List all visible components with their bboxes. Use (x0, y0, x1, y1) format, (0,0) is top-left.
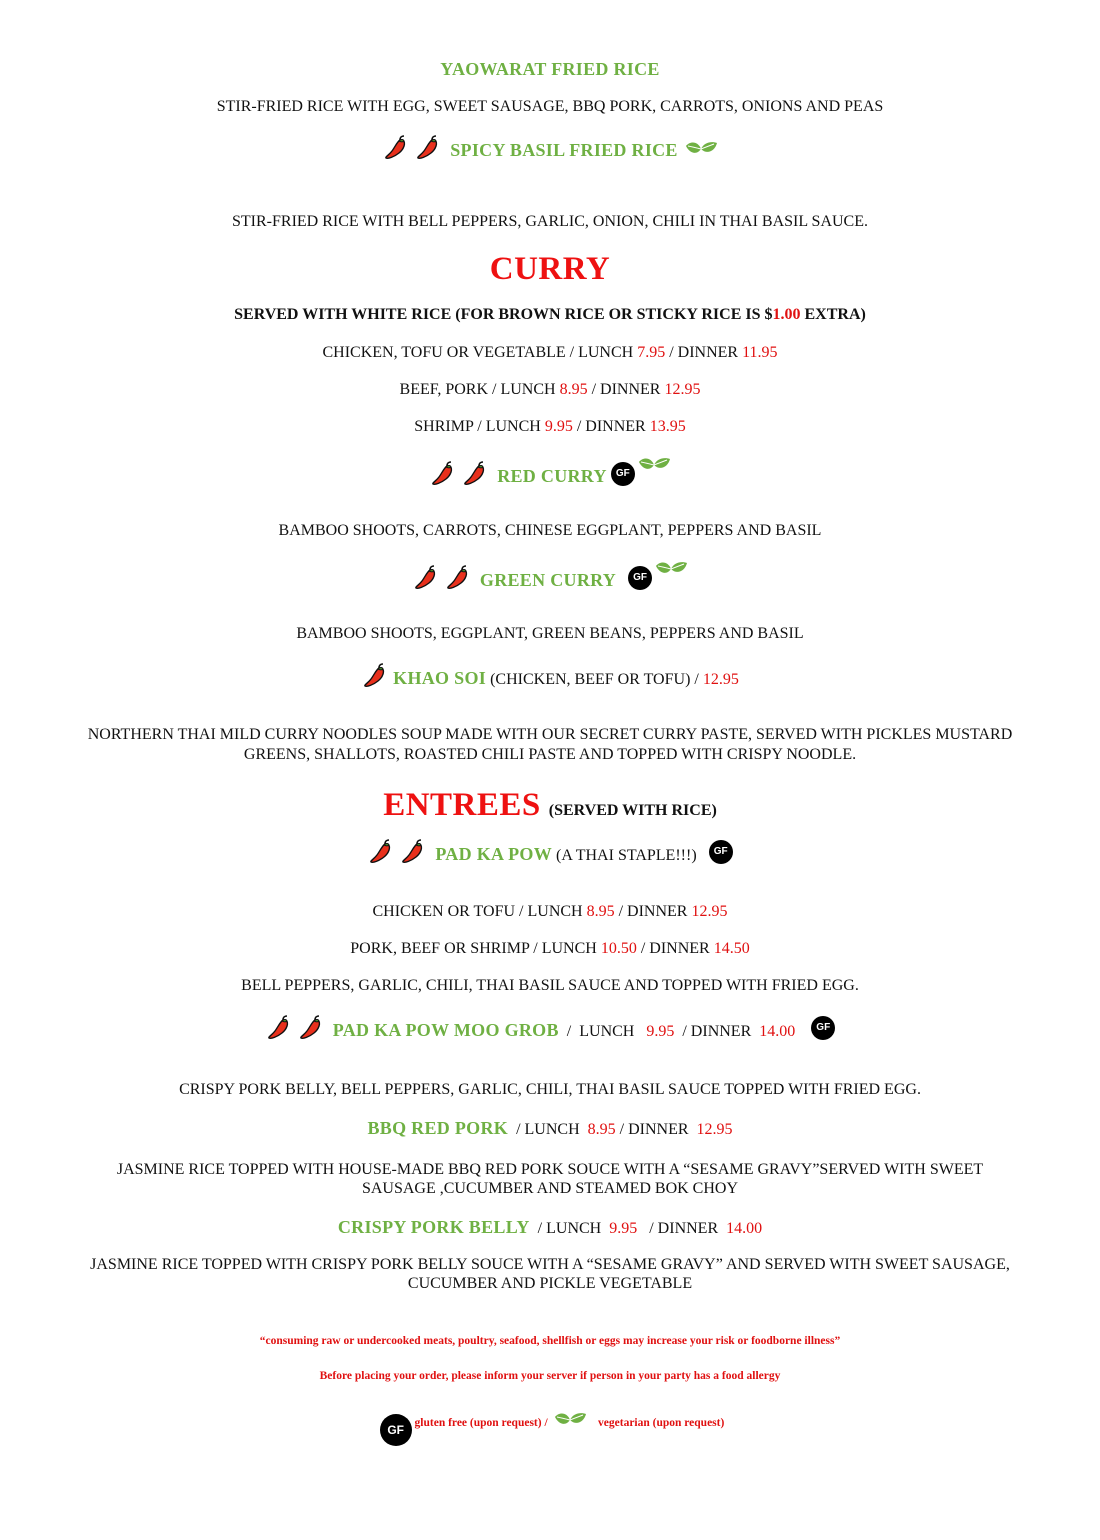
item-heading-bbq-red-pork (0, 1118, 1100, 1140)
lunch-price: 8.95 (559, 381, 588, 398)
khao-soi-options: (CHICKEN, BEEF OR TOFU) / (486, 671, 703, 688)
dinner-price: 12.95 (696, 1121, 733, 1138)
pad-ka-pow-note: (A THAI STAPLE!!!) (552, 847, 697, 864)
item-desc-red-curry: BAMBOO SHOOTS, CARROTS, CHINESE EGGPLANT, PEPPERS AND BASIL (278, 522, 822, 539)
item-name-green-curry: GREEN CURRY (479, 570, 617, 590)
item-desc-crispy-line2: CUCUMBER AND PICKLE VEGETABLE (407, 1275, 693, 1292)
item-desc-yaowarat: STIR-FRIED RICE WITH EGG, SWEET SAUSAGE, BBQ PORK, CARROTS, ONIONS AND PEAS (216, 98, 884, 115)
item-heading-khao-soi (0, 662, 1100, 695)
price-sep: / LUNCH (508, 1121, 588, 1138)
khao-soi-price: 12.95 (702, 671, 739, 688)
dinner-price: 14.00 (759, 1023, 796, 1040)
dinner-price: 12.95 (664, 381, 701, 398)
leaf-icon (684, 138, 718, 160)
leaf-icon (553, 1409, 587, 1431)
chili-pepper-icon (297, 1014, 325, 1042)
gluten-free-badge: GF (709, 840, 733, 864)
curry-served-note (0, 305, 1100, 325)
item-heading-crispy-pork-belly (0, 1217, 1100, 1239)
lunch-price: 9.95 (544, 418, 573, 435)
item-name-khao-soi: KHAO SOI (393, 668, 487, 688)
lunch-price: 8.95 (587, 1121, 616, 1138)
chili-pepper-icon (361, 662, 389, 690)
section-title-entrees: ENTREES (383, 787, 541, 823)
item-name-yaowarat-fried-rice: YAOWARAT FRIED RICE (440, 59, 660, 79)
curry-price-row-chicken (0, 343, 1100, 363)
price-sep: / DINNER (636, 940, 714, 957)
section-title-curry: CURRY (489, 251, 611, 287)
served-note-text-end: EXTRA) (800, 306, 866, 323)
allergy-note: Before placing your order, please inform your server if person in your party has a food allergy (319, 1370, 781, 1382)
item-desc-khao-soi-line2: GREENS, SHALLOTS, ROASTED CHILI PASTE AND TOPPED WITH CRISPY NOODLE. (243, 746, 857, 763)
lunch-price: 10.50 (600, 940, 637, 957)
section-subtitle-entrees: (SERVED WITH RICE) (548, 802, 717, 819)
item-heading-red-curry (0, 454, 1100, 494)
legend (0, 1406, 1100, 1446)
dinner-price: 11.95 (742, 344, 778, 361)
leaf-icon (654, 558, 688, 580)
lunch-price: 8.95 (586, 903, 615, 920)
curry-price-row-shrimp (0, 417, 1100, 437)
chili-pepper-icon (429, 460, 457, 488)
dinner-price: 13.95 (649, 418, 686, 435)
item-name-red-curry: RED CURRY (497, 466, 607, 486)
gluten-free-badge: GF (811, 1016, 835, 1040)
pad-ka-pow-price-row-pork (0, 939, 1100, 959)
item-name-spicy-basil-fried-rice: SPICY BASIL FRIED RICE (450, 140, 678, 160)
chili-pepper-icon (412, 564, 440, 592)
chili-pepper-icon (265, 1014, 293, 1042)
dinner-price: 14.50 (713, 940, 750, 957)
gluten-free-badge: GF (380, 1414, 412, 1446)
legend-gf-text: gluten free (upon request) / (411, 1417, 548, 1429)
legend-vegetarian-text: vegetarian (upon request) (598, 1417, 725, 1429)
price-label: PORK, BEEF OR SHRIMP / LUNCH (350, 940, 601, 957)
curry-price-row-beef (0, 380, 1100, 400)
chili-pepper-icon (461, 460, 489, 488)
pad-ka-pow-price-row-chicken (0, 902, 1100, 922)
item-desc-moo-grob: CRISPY PORK BELLY, BELL PEPPERS, GARLIC, CHILI, THAI BASIL SAUCE TOPPED WITH FRIED EGG. (179, 1081, 921, 1098)
price-sep: / DINNER (674, 1023, 760, 1040)
lunch-price: 9.95 (609, 1220, 638, 1237)
item-heading-spicy-basil (0, 134, 1100, 167)
served-note-text: SERVED WITH WHITE RICE (FOR BROWN RICE OR STICKY RICE IS $ (234, 306, 773, 323)
chili-pepper-icon (367, 838, 395, 866)
price-label: CHICKEN OR TOFU / LUNCH (372, 903, 587, 920)
gluten-free-badge: GF (611, 462, 635, 486)
price-sep: / DINNER (615, 1121, 697, 1138)
price-label: CHICKEN, TOFU OR VEGETABLE / LUNCH (322, 344, 638, 361)
leaf-icon (637, 454, 671, 476)
item-heading-pad-ka-pow (0, 838, 1100, 872)
served-note-price: 1.00 (772, 306, 801, 323)
price-label: SHRIMP / LUNCH (414, 418, 545, 435)
price-label: BEEF, PORK / LUNCH (399, 381, 560, 398)
chili-pepper-icon (414, 134, 442, 162)
item-desc-bbq-line1: JASMINE RICE TOPPED WITH HOUSE-MADE BBQ RED PORK SOUCE WITH A “SESAME GRAVY”SERVED WITH SWEET (116, 1161, 984, 1178)
price-sep: / LUNCH (558, 1023, 647, 1040)
lunch-price: 7.95 (637, 344, 666, 361)
item-name-crispy-pork-belly: CRISPY PORK BELLY (337, 1217, 530, 1237)
item-name-pad-ka-pow-moo-grob: PAD KA POW MOO GROB (332, 1020, 559, 1040)
item-heading-moo-grob (0, 1014, 1100, 1048)
price-sep: / LUNCH (529, 1220, 610, 1237)
item-desc-spicy-basil: STIR-FRIED RICE WITH BELL PEPPERS, GARLIC, ONION, CHILI IN THAI BASIL SAUCE. (232, 213, 868, 230)
item-heading-green-curry (0, 558, 1100, 598)
chili-pepper-icon (399, 838, 427, 866)
gluten-free-badge: GF (628, 566, 652, 590)
food-safety-warning: “consuming raw or undercooked meats, poultry, seafood, shellfish or eggs may increase your risk or foodborne illness” (259, 1335, 841, 1347)
item-desc-khao-soi-line1: NORTHERN THAI MILD CURRY NOODLES SOUP MADE WITH OUR SECRET CURRY PASTE, SERVED WITH PICKLES MUSTARD (87, 726, 1013, 743)
dinner-price: 12.95 (691, 903, 728, 920)
price-sep: / DINNER (669, 344, 743, 361)
item-desc-crispy-line1: JASMINE RICE TOPPED WITH CRISPY PORK BELLY SOUCE WITH A “SESAME GRAVY” AND SERVED WITH SWEET SAUSAGE, (90, 1256, 1010, 1273)
price-sep: / DINNER (572, 418, 650, 435)
price-sep: / DINNER (637, 1220, 727, 1237)
lunch-price: 9.95 (646, 1023, 675, 1040)
chili-pepper-icon (382, 134, 410, 162)
price-sep: / DINNER (587, 381, 665, 398)
item-name-bbq-red-pork: BBQ RED PORK (367, 1118, 509, 1138)
section-heading-entrees (0, 786, 1100, 830)
dinner-price: 14.00 (726, 1220, 763, 1237)
item-desc-pad-ka-pow: BELL PEPPERS, GARLIC, CHILI, THAI BASIL SAUCE AND TOPPED WITH FRIED EGG. (241, 977, 859, 994)
item-name-pad-ka-pow: PAD KA POW (435, 844, 553, 864)
chili-pepper-icon (444, 564, 472, 592)
item-desc-green-curry: BAMBOO SHOOTS, EGGPLANT, GREEN BEANS, PEPPERS AND BASIL (296, 625, 804, 642)
price-sep: / DINNER (614, 903, 692, 920)
item-desc-bbq-line2: SAUSAGE ,CUCUMBER AND STEAMED BOK CHOY (361, 1180, 739, 1197)
